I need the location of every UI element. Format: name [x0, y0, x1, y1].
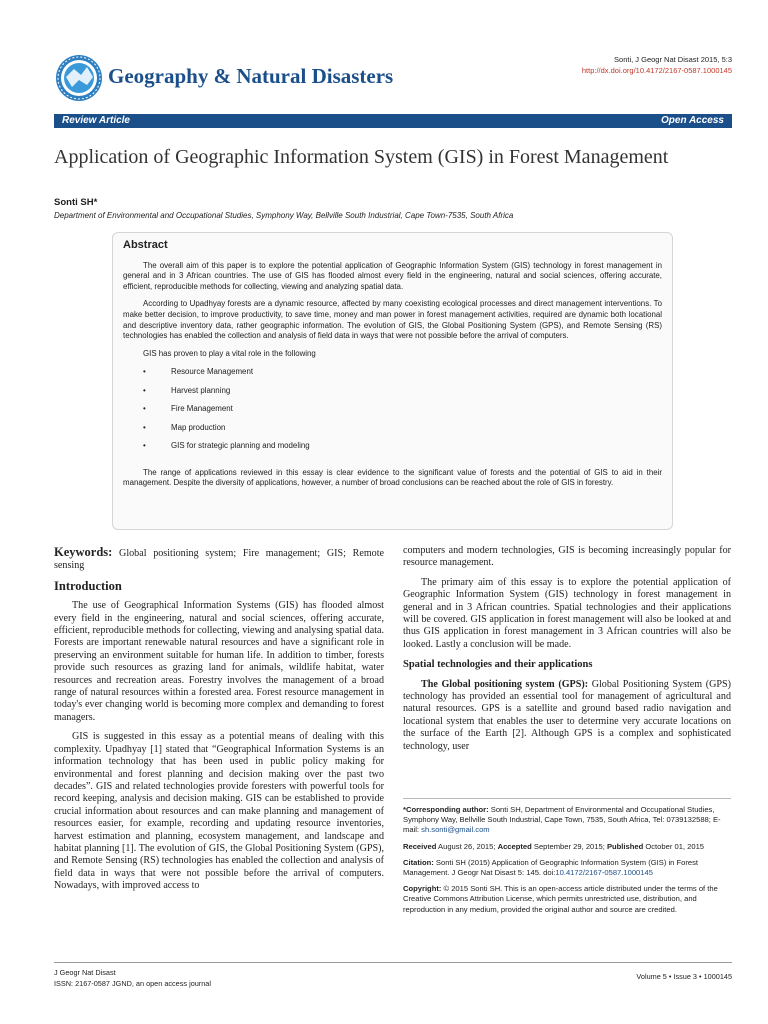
body-paragraph — [403, 679, 731, 753]
citation-label: Citation: — [403, 857, 434, 867]
email-link[interactable]: sh.sonti@gmail.com — [421, 825, 490, 835]
citation-line: Sonti, J Geogr Nat Disast 2015, 5:3 — [614, 55, 732, 64]
abstract-paragraph: GIS has proven to play a vital role in the following — [143, 348, 316, 358]
accepted-label: Accepted — [497, 841, 532, 851]
section-heading: Introduction — [54, 578, 122, 593]
list-item: • Map production — [143, 423, 662, 442]
citation-text: Sonti SH (2015) Application of Geographic Information System (GIS) in Forest Management. J Geogr Nat Disast 5: 145. doi: — [403, 857, 699, 878]
body-paragraph: GIS is suggested in this essay as a potential means of dealing with this complexity. Upadhyay [1] stated that “Geographical Information Systems is an information technology that has been used in public policy making for environmental and forest planning and decision making over the past two decades”. GIS and related technologies provide foresters with powerful tools for record keeping, analysis and decision making. GIS can be established to provide crucial information about resources and can make planning and management of resources easier, for example, recording and updating resource inventories, harvest estimation and planning, ecosystem management, and landscape and habitat planning [1]. The evolution of GIS, the Global Positioning System (GPS), and Remote Sensing (RS) technologies has enabled the collection and analysis of field data in ways that were not possible before the arrival of computers. Nowadays, with improved access to — [54, 731, 384, 892]
copyright-text: © 2015 Sonti SH. This is an open-access article distributed under the terms of the Creative Commons Attribution License, which permits unrestricted use, distribution, and reproduction in any medium, provided the original author and source are credited. — [403, 884, 718, 914]
left-column — [54, 546, 384, 900]
keywords-label: Keywords: — [54, 545, 113, 559]
abstract-paragraph: The overall aim of this paper is to explore the potential application of Geographic Information System (GIS) technology in forest management in general and in 3 African countries. The use of GIS has flooded almost every field in the engineering, natural and social sciences, offering accurate, efficient, reproducible methods for collecting, viewing and analyzing spatial data. — [123, 260, 662, 291]
keywords — [54, 546, 384, 573]
author-name: Sonti SH* — [54, 197, 98, 208]
footer-issn: ISSN: 2167-0587 JGND, an open access journal — [54, 979, 211, 988]
list-item: • Harvest planning — [143, 386, 662, 405]
article-notes — [403, 798, 731, 921]
footer-journal: J Geogr Nat Disast — [54, 968, 116, 977]
journal-header — [54, 50, 732, 110]
corresponding-author — [403, 805, 731, 836]
abstract-list — [143, 367, 662, 460]
journal-logo-icon — [54, 53, 104, 103]
body-paragraph: computers and modern technologies, GIS is becoming increasingly popular for resource management. — [403, 545, 731, 569]
citation — [403, 858, 731, 878]
copyright — [403, 884, 731, 915]
abstract-heading: Abstract — [123, 239, 168, 251]
right-column — [403, 545, 731, 760]
footer-volume: Volume 5 • Issue 3 • 1000145 — [636, 972, 732, 981]
body-paragraph: The use of Geographical Information Systems (GIS) has flooded almost every field in the engineering, natural and social sciences, offering accurate, efficient, reproducible methods for collecting, viewing and analysing spatial data. Forests are important renewable natural resources and have a significant role in preserving an environment suitable for human life. In addition to timber, forests provide such resources as grazing land for animals, wildlife habitat, water resources and recreation areas. Forestry involves the management of a broad range of natural resources within a forested area. Forest resource management in today's ever changing world is becoming more complex and demanding to forest managers. — [54, 600, 384, 723]
citation-doi-link[interactable]: 10.4172/2167-0587.1000145 — [555, 868, 653, 878]
list-item: • GIS for strategic planning and modeling — [143, 441, 662, 460]
subsection-heading: Spatial technologies and their applications — [403, 659, 593, 671]
article-type-bar — [54, 114, 732, 128]
corr-text: Sonti SH, Department of Environmental and Occupational Studies, Symphony Way, Bellville South Industrial, Cape Town, 7535, South Africa, Tel: 0739132588; E-mail: — [403, 805, 721, 835]
header-citation — [582, 54, 732, 76]
abstract-box — [112, 232, 673, 530]
open-access-label: Open Access — [661, 115, 724, 126]
received-label: Received — [403, 841, 437, 851]
page-footer — [54, 962, 732, 1002]
accepted-date: September 29, 2015; — [531, 841, 607, 851]
dates — [403, 842, 731, 852]
article-title: Application of Geographic Information System (GIS) in Forest Management — [54, 146, 669, 168]
body-paragraph: The primary aim of this essay is to explore the potential application of Geographic Information System (GIS) technology in forest management in general and in 3 African countries. Spatial technologies and their applications will be covered. GIS application in forest management will also be looked at and thus GIS application in forest management in 3 African countries will also be looked. Lastly a conclusion will be made. — [403, 576, 731, 650]
corr-label: *Corresponding author: — [403, 805, 489, 814]
received-date: August 26, 2015; — [436, 841, 498, 851]
list-item: • Resource Management — [143, 367, 662, 386]
published-label: Published — [606, 841, 644, 851]
gps-label: The Global positioning system (GPS): — [421, 678, 589, 690]
keywords-text: Global positioning system; Fire management; GIS; Remote sensing — [54, 548, 385, 572]
article-type: Review Article — [62, 115, 130, 126]
journal-name: Geography & Natural Disasters — [108, 64, 394, 88]
list-item: • Fire Management — [143, 404, 662, 423]
published-date: October 01, 2015 — [643, 841, 705, 851]
gps-text: Global Positioning System (GPS) technology has provided an essential tool for management of agricultural and natural resources. GPS is a satellite and ground based radio navigation and locational system that enables the user to determine very accurate locations on the surface of the Earth [2]. Although GPS is a complex and sophisticated technology, user — [403, 678, 731, 752]
abstract-paragraph: According to Upadhyay forests are a dynamic resource, affected by many coexisting ecological processes and direct management interventions. To make better decision, to improve productivity, to save time, money and man power in forest management activities, required are dynamic both locational and descriptive inventory data, rather geographic information. The evolution of GIS, the Global Positioning System (GPS), and Remote Sensing (RS) technologies has enabled the collection and analysis of field data in ways that were not possible before the arrival of computers. — [123, 299, 662, 341]
doi-link[interactable]: http://dx.doi.org/10.4172/2167-0587.1000145 — [581, 66, 732, 75]
abstract-paragraph: The range of applications reviewed in this essay is clear evidence to the significant value of forests and the potential of GIS to aid in their management. Despite the diversity of applications, however, a number of broad conclusions can be reached about the role of GIS in forestry. — [123, 467, 662, 488]
author-affiliation: Department of Environmental and Occupational Studies, Symphony Way, Bellville South Industrial, Cape Town-7535, South Africa — [54, 211, 514, 220]
copyright-label: Copyright: — [403, 884, 442, 894]
